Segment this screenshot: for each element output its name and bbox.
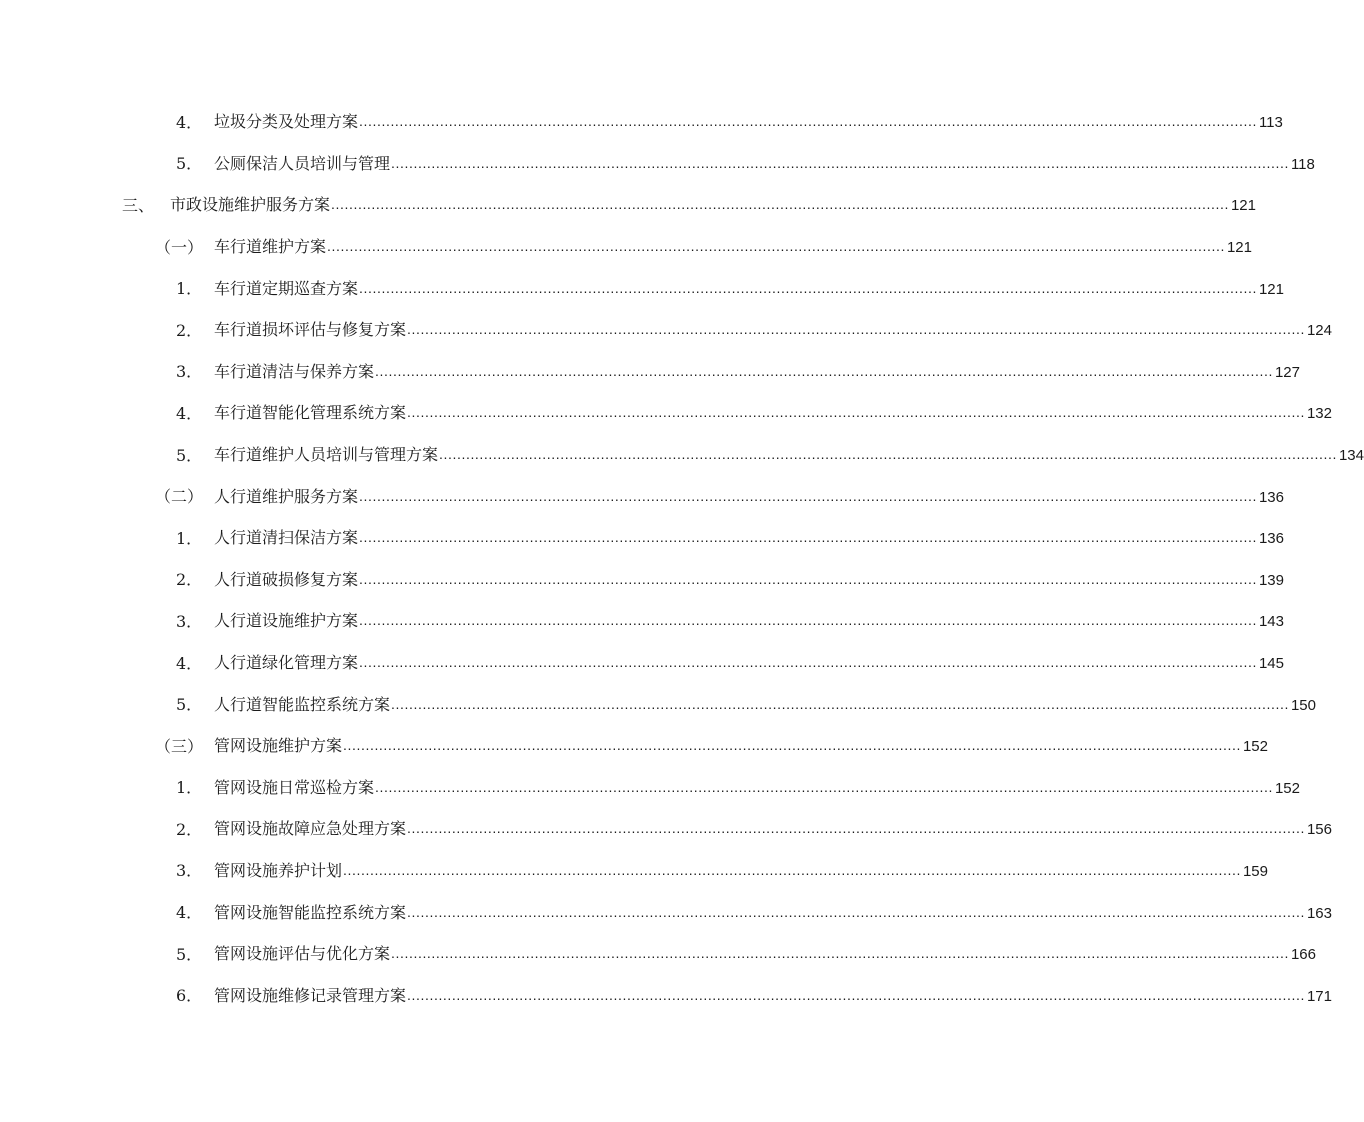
table-of-contents [0,102,1364,1017]
toc-entry-page: 139 [1258,571,1284,589]
toc-entry-number: 5． [176,154,203,174]
toc-entry-title: 管网设施维修记录管理方案 [214,985,407,1005]
toc-entry-sidewalk-monitoring[interactable] [0,684,1316,726]
toc-entry-title: 车行道定期巡查方案 [214,278,359,298]
toc-entry-page: 121 [1258,280,1284,298]
dot-leader: ........................................................................................................................................................................................................ [407,404,1305,421]
toc-entry-page: 152 [1242,738,1268,756]
toc-entry-number: 三、 [122,195,155,215]
toc-entry-title: 车行道维护方案 [214,237,327,257]
dot-leader: ........................................................................................................................................................................................................ [343,737,1241,754]
toc-entry-pipe-repair-records[interactable] [0,975,1332,1017]
toc-entry-title: 人行道维护服务方案 [214,486,359,506]
dot-leader: ........................................................................................................................................................................................................ [439,446,1337,463]
toc-entry-page: 132 [1306,405,1332,423]
dot-leader: ........................................................................................................................................................................................................ [391,695,1289,712]
dot-leader: ........................................................................................................................................................................................................ [359,279,1257,296]
toc-entry-page: 166 [1290,946,1316,964]
toc-entry-pipe-inspection[interactable] [0,768,1300,810]
toc-entry-number: 3． [176,861,203,881]
toc-entry-title: 管网设施智能监控系统方案 [214,902,407,922]
toc-entry-pipe-smart-monitoring[interactable] [0,892,1332,934]
toc-entry-number: 3． [176,611,203,631]
dot-leader: ........................................................................................................................................................................................................ [375,778,1273,795]
toc-entry-page: 121 [1226,239,1252,257]
toc-entry-title: 管网设施养护计划 [214,860,343,880]
toc-entry-number: 4． [176,903,203,923]
toc-entry-title: 人行道绿化管理方案 [214,653,359,673]
toc-entry-pipe-evaluation[interactable] [0,934,1316,976]
toc-section-3-municipal[interactable] [0,185,1256,227]
toc-entry-page: 145 [1258,655,1284,673]
toc-entry-page: 136 [1258,488,1284,506]
toc-entry-number: 5． [176,695,203,715]
toc-entry-title: 管网设施评估与优化方案 [214,944,391,964]
toc-entry-number: （一） [155,237,204,257]
toc-entry-page: 127 [1274,363,1300,381]
toc-entry-title: 车行道智能化管理系统方案 [214,403,407,423]
toc-entry-roadway-smart-system[interactable] [0,393,1332,435]
toc-entry-title: 管网设施日常巡检方案 [214,777,375,797]
toc-entry-number: 4． [176,112,203,132]
toc-entry-page: 171 [1306,987,1332,1005]
dot-leader: ........................................................................................................................................................................................................ [359,113,1257,130]
toc-entry-title: 垃圾分类及处理方案 [214,112,359,132]
toc-entry-number: 2． [176,570,203,590]
toc-subsection-2-sidewalk[interactable] [0,476,1284,518]
toc-entry-4-waste-sorting[interactable] [0,102,1283,144]
toc-entry-title: 管网设施维护方案 [214,736,343,756]
dot-leader: ........................................................................................................................................................................................................ [359,570,1257,587]
toc-entry-roadway-cleaning[interactable] [0,352,1300,394]
toc-entry-page: 152 [1274,779,1300,797]
toc-entry-page: 121 [1230,197,1256,215]
toc-entry-number: 1． [176,279,203,299]
dot-leader: ........................................................................................................................................................................................................ [407,986,1305,1003]
toc-entry-roadway-repair[interactable] [0,310,1332,352]
toc-entry-number: 4． [176,403,203,423]
toc-entry-5-toilet-staff[interactable] [0,144,1315,186]
toc-subsection-1-roadway[interactable] [0,227,1252,269]
toc-entry-sidewalk-cleaning[interactable] [0,518,1284,560]
toc-entry-title: 人行道智能监控系统方案 [214,694,391,714]
toc-entry-page: 159 [1242,862,1268,880]
dot-leader: ........................................................................................................................................................................................................ [391,154,1289,171]
toc-entry-number: 2． [176,320,203,340]
toc-entry-page: 156 [1306,821,1332,839]
toc-entry-title: 市政设施维护服务方案 [170,195,331,215]
dot-leader: ........................................................................................................................................................................................................ [327,238,1225,255]
toc-entry-number: 3． [176,362,203,382]
toc-entry-number: 6． [176,986,203,1006]
toc-entry-title: 车行道清洁与保养方案 [214,361,375,381]
toc-entry-page: 136 [1258,530,1284,548]
toc-entry-number: 4． [176,653,203,673]
toc-entry-title: 车行道维护人员培训与管理方案 [214,445,439,465]
dot-leader: ........................................................................................................................................................................................................ [359,654,1257,671]
toc-entry-page: 113 [1258,114,1283,132]
toc-entry-roadway-staff[interactable] [0,435,1364,477]
toc-entry-sidewalk-repair[interactable] [0,560,1284,602]
toc-entry-page: 163 [1306,904,1332,922]
toc-entry-page: 124 [1306,322,1332,340]
toc-entry-page: 143 [1258,613,1284,631]
toc-entry-page: 134 [1338,447,1364,465]
dot-leader: ........................................................................................................................................................................................................ [359,529,1257,546]
toc-entry-number: 1． [176,778,203,798]
toc-entry-title: 人行道设施维护方案 [214,611,359,631]
toc-entry-number: （二） [155,487,204,507]
toc-entry-pipe-maintenance-plan[interactable] [0,851,1268,893]
dot-leader: ........................................................................................................................................................................................................ [375,362,1273,379]
toc-entry-pipe-emergency[interactable] [0,809,1332,851]
toc-entry-number: 2． [176,819,203,839]
toc-entry-page: 150 [1290,696,1316,714]
dot-leader: ........................................................................................................................................................................................................ [407,903,1305,920]
toc-entry-title: 管网设施故障应急处理方案 [214,819,407,839]
toc-entry-title: 人行道清扫保洁方案 [214,528,359,548]
toc-entry-number: 5． [176,445,203,465]
dot-leader: ........................................................................................................................................................................................................ [391,945,1289,962]
toc-entry-sidewalk-facilities[interactable] [0,601,1284,643]
toc-entry-number: 5． [176,944,203,964]
toc-entry-number: 1． [176,528,203,548]
toc-entry-page: 118 [1290,155,1315,173]
toc-entry-number: （三） [155,736,204,756]
dot-leader: ........................................................................................................................................................................................................ [407,321,1305,338]
dot-leader: ........................................................................................................................................................................................................ [359,487,1257,504]
dot-leader: ........................................................................................................................................................................................................ [343,861,1241,878]
dot-leader: ........................................................................................................................................................................................................ [331,196,1229,213]
toc-entry-sidewalk-greening[interactable] [0,643,1284,685]
toc-subsection-3-pipe-network[interactable] [0,726,1268,768]
toc-entry-title: 公厕保洁人员培训与管理 [214,153,391,173]
dot-leader: ........................................................................................................................................................................................................ [407,820,1305,837]
toc-entry-roadway-inspection[interactable] [0,268,1284,310]
toc-entry-title: 车行道损坏评估与修复方案 [214,320,407,340]
toc-entry-title: 人行道破损修复方案 [214,569,359,589]
dot-leader: ........................................................................................................................................................................................................ [359,612,1257,629]
